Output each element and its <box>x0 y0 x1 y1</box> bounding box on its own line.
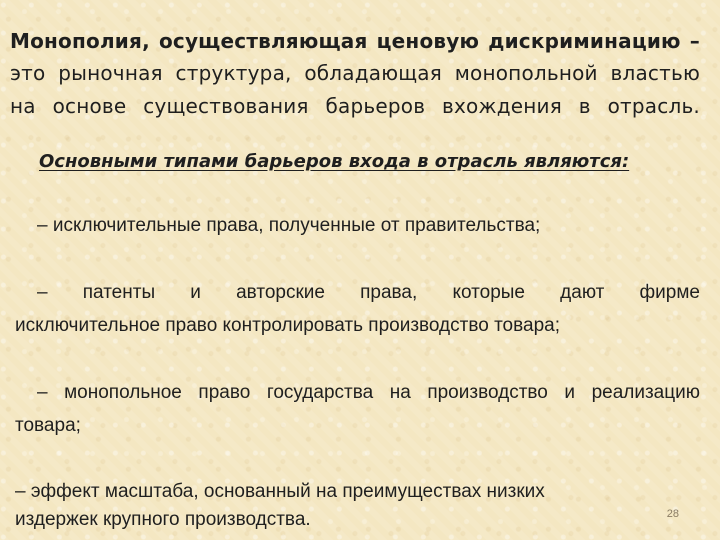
page-number: 28 <box>666 508 679 520</box>
barrier-item-state-monopoly-line-2: товара; <box>15 415 81 436</box>
barrier-item-government-rights: – исключительные права, полученные от правительства; <box>37 215 541 236</box>
barriers-heading: Основными типами барьеров входа в отрасль являются: <box>39 151 630 172</box>
intro-line-1: Монополия, осуществляющая ценовую дискриминацию – <box>10 29 700 53</box>
intro-line-2: это рыночная структура, обладающая монопольной властью <box>10 61 700 85</box>
barrier-item-patents-line-2: исключительное право контролировать производство товара; <box>15 315 560 336</box>
barrier-item-state-monopoly-line-1: – монопольное право государства на производство и реализацию <box>37 382 700 403</box>
barrier-item-scale-effect-line-2: издержек крупного производства. <box>15 509 311 530</box>
barrier-item-patents-line-1: – патенты и авторские права, которые дают фирме <box>37 282 700 303</box>
barrier-item-scale-effect-line-1: – эффект масштаба, основанный на преимуществах низких <box>15 481 545 502</box>
intro-line-3: на основе существования барьеров вхождения в отрасль. <box>10 94 700 118</box>
